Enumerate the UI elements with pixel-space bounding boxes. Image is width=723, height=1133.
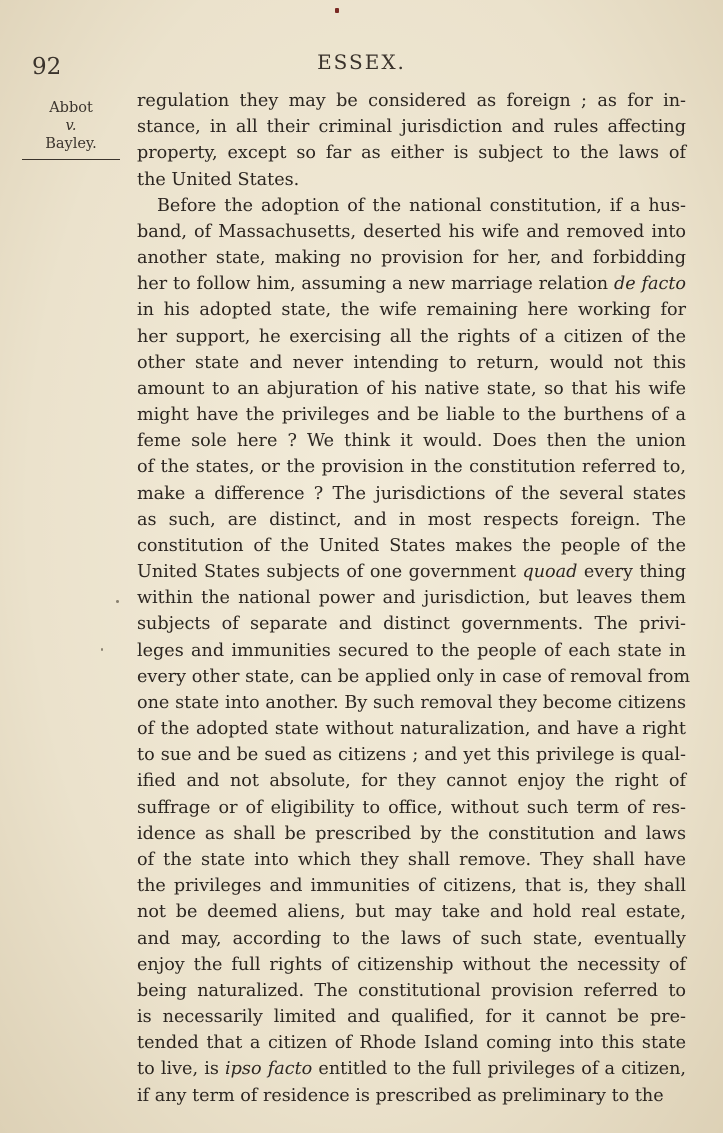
page-number: 92 xyxy=(32,54,62,80)
text-segment: and may, according to the laws of such state, eventually xyxy=(137,928,686,949)
text-line xyxy=(137,88,686,114)
text-segment: subjects of separate and distinct governments. The privi- xyxy=(137,614,686,635)
text-segment: band, of Massachusetts, deserted his wife and removed into xyxy=(137,221,686,242)
versus-label: v. xyxy=(65,118,77,134)
margin-note-rule xyxy=(22,159,120,160)
text-segment: being naturalized. The constitutional provision referred to xyxy=(137,980,686,1001)
text-segment: to live, is xyxy=(137,1059,226,1080)
text-line xyxy=(137,768,686,794)
text-segment: other state and never intending to return, would not this xyxy=(137,352,686,373)
text-line xyxy=(137,873,686,899)
text-segment: the privileges and immunities of citizens, that is, they shall xyxy=(137,876,686,897)
text-segment: of the adopted state without naturalization, and have a right xyxy=(137,719,686,740)
text-segment: one state into another. By such removal they become citizens xyxy=(137,692,686,713)
text-line xyxy=(137,611,686,637)
paper-speck xyxy=(116,600,119,603)
text-line xyxy=(137,899,686,925)
text-line xyxy=(137,847,686,873)
defendant-name: Bayley. xyxy=(45,136,97,152)
text-segment: suffrage or of eligibility to office, without such term of res- xyxy=(137,797,686,818)
text-line xyxy=(137,1030,686,1056)
text-segment: regulation they may be considered as foreign ; as for in- xyxy=(137,91,686,111)
text-line xyxy=(137,638,686,664)
text-line xyxy=(137,716,686,742)
text-line xyxy=(137,952,686,978)
text-segment: feme sole here ? We think it would. Does then the union xyxy=(137,431,686,452)
text-line xyxy=(137,350,686,376)
text-line xyxy=(137,664,691,690)
text-segment: leges and immunities secured to the people of each state in xyxy=(137,640,686,661)
text-segment: ified and not absolute, for they cannot enjoy the right of xyxy=(137,771,686,792)
text-segment: Before the adoption of the national constitution, if a hus- xyxy=(157,195,686,216)
text-segment: constitution of the United States makes the people of the xyxy=(137,535,686,556)
text-line xyxy=(137,821,686,847)
text-segment: of the state into which they shall remove. They shall have xyxy=(137,849,686,870)
text-segment: to sue and be sued as citizens ; and yet this privilege is qual- xyxy=(137,745,686,766)
text-line xyxy=(137,114,686,140)
text-line xyxy=(137,271,686,297)
text-line xyxy=(137,690,686,716)
body-text xyxy=(137,88,691,1109)
text-line xyxy=(137,533,686,559)
text-segment: within the national power and jurisdiction, but leaves them xyxy=(137,588,686,609)
print-mark xyxy=(335,8,339,13)
text-line xyxy=(137,742,686,768)
running-title: ESSEX. xyxy=(317,50,406,74)
plaintiff-name: Abbot xyxy=(49,100,93,116)
text-line xyxy=(137,297,686,323)
text-segment: her to follow him, assuming a new marriage relation xyxy=(137,274,614,295)
text-segment: stance, in all their criminal jurisdiction and rules affecting xyxy=(137,117,686,138)
text-segment: quoad xyxy=(522,562,578,583)
text-line xyxy=(137,324,686,350)
text-line xyxy=(137,167,686,193)
text-segment: ipso facto xyxy=(225,1059,313,1080)
text-segment: is necessarily limited and qualified, for it cannot be pre- xyxy=(137,1007,686,1028)
text-segment: amount to an abjuration of his native state, so that his wife xyxy=(137,378,686,399)
text-line xyxy=(137,559,686,585)
text-segment: tended that a citizen of Rhode Island coming into this state xyxy=(137,1033,686,1054)
text-line xyxy=(137,481,686,507)
text-segment: as such, are distinct, and in most respects foreign. The xyxy=(137,509,686,530)
text-line xyxy=(137,978,686,1004)
text-line xyxy=(137,428,686,454)
text-segment: might have the privileges and be liable to the burthens of a xyxy=(137,405,686,426)
text-line xyxy=(137,926,686,952)
case-citation-margin-note xyxy=(22,98,120,154)
text-line xyxy=(137,1083,686,1109)
paper-speck xyxy=(101,648,103,651)
text-segment: entitled to the full privileges of a citizen, xyxy=(312,1059,687,1080)
text-segment: United States subjects of one government xyxy=(137,562,523,583)
text-segment: de facto xyxy=(613,274,686,295)
text-line xyxy=(137,454,686,480)
text-line xyxy=(137,245,686,271)
text-segment: in his adopted state, the wife remaining here working for xyxy=(137,300,686,321)
text-segment: of the states, or the provision in the constitution referred to, xyxy=(137,457,686,478)
text-segment: if any term of residence is prescribed as preliminary to the xyxy=(137,1085,664,1106)
text-segment: enjoy the full rights of citizenship without the necessity of xyxy=(137,954,686,975)
text-line xyxy=(137,795,686,821)
text-segment: idence as shall be prescribed by the constitution and laws xyxy=(137,823,686,844)
text-line xyxy=(137,1056,686,1082)
text-segment: her support, he exercising all the rights of a citizen of the xyxy=(137,326,686,347)
text-line xyxy=(137,140,686,166)
text-line xyxy=(137,193,686,219)
text-line xyxy=(137,585,686,611)
text-segment: the United States. xyxy=(137,169,300,190)
text-segment: make a difference ? The jurisdictions of the several states xyxy=(137,483,686,504)
text-segment: another state, making no provision for her, and forbidding xyxy=(137,248,686,269)
text-line xyxy=(137,219,686,245)
text-segment: property, except so far as either is subject to the laws of xyxy=(137,143,686,164)
text-line xyxy=(137,376,686,402)
text-segment: not be deemed aliens, but may take and hold real estate, xyxy=(137,902,686,923)
text-line xyxy=(137,507,686,533)
text-segment: every other state, can be applied only in case of removal from xyxy=(137,666,691,687)
text-segment: every thing xyxy=(577,562,686,583)
text-line xyxy=(137,402,686,428)
text-line xyxy=(137,1004,686,1030)
